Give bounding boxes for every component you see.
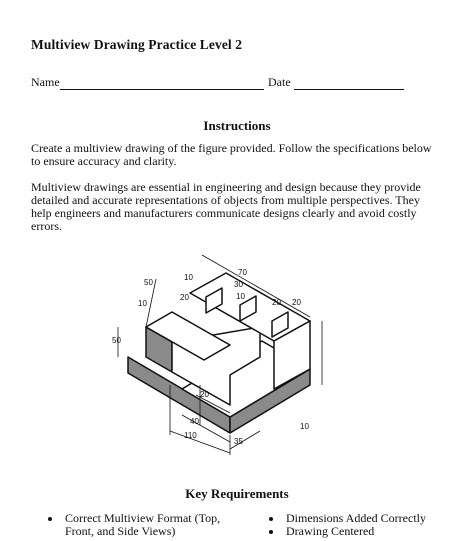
name-line[interactable] <box>60 77 264 90</box>
list-item: Correct Multiview Format (Top, Front, and Side Views) <box>48 512 233 538</box>
dim-label: 35 <box>234 437 243 446</box>
date-field[interactable] <box>268 75 404 90</box>
dim-label: 10 <box>300 422 309 431</box>
date-label: Date <box>268 75 291 89</box>
requirements-list-right <box>269 512 459 538</box>
dim-label: 50 <box>112 336 121 345</box>
dim-label: 40 <box>190 417 199 426</box>
bullet-icon <box>269 530 273 534</box>
dim-label: 70 <box>238 268 247 277</box>
instructions-heading: Instructions <box>203 118 271 133</box>
instructions-paragraph: Create a multiview drawing of the figure provided. Follow the specifications below to ensure accuracy and clarity. <box>31 141 432 168</box>
name-label: Name <box>31 75 60 89</box>
dim-label: 30 <box>234 280 243 289</box>
requirements-heading: Key Requirements <box>185 486 289 501</box>
dim-label: 20 <box>180 293 189 302</box>
requirements-list-left <box>48 512 233 538</box>
list-item: Dimensions Added Correctly <box>269 512 459 525</box>
dim-label: 20 <box>200 390 209 399</box>
dim-label: 50 <box>144 278 153 287</box>
dim-label: 10 <box>236 292 245 301</box>
info-paragraph: Multiview drawings are essential in engineering and design because they provide detailed and accurate representations of objects from multiple perspectives. They help engineers and manufacturers communicate designs clearly and avoid costly errors. <box>31 180 421 233</box>
name-field[interactable] <box>31 75 264 90</box>
list-item: Drawing Centered <box>269 525 459 538</box>
bullet-icon <box>48 517 52 521</box>
page-title: Multiview Drawing Practice Level 2 <box>31 37 243 52</box>
dim-label: 110 <box>184 431 197 440</box>
bullet-icon <box>269 517 273 521</box>
isometric-part-figure <box>110 235 350 475</box>
dim-label: 20 <box>272 298 281 307</box>
date-line[interactable] <box>294 77 404 90</box>
dim-label: 10 <box>138 299 147 308</box>
dim-label: 10 <box>184 273 193 282</box>
dim-label: 20 <box>292 298 301 307</box>
